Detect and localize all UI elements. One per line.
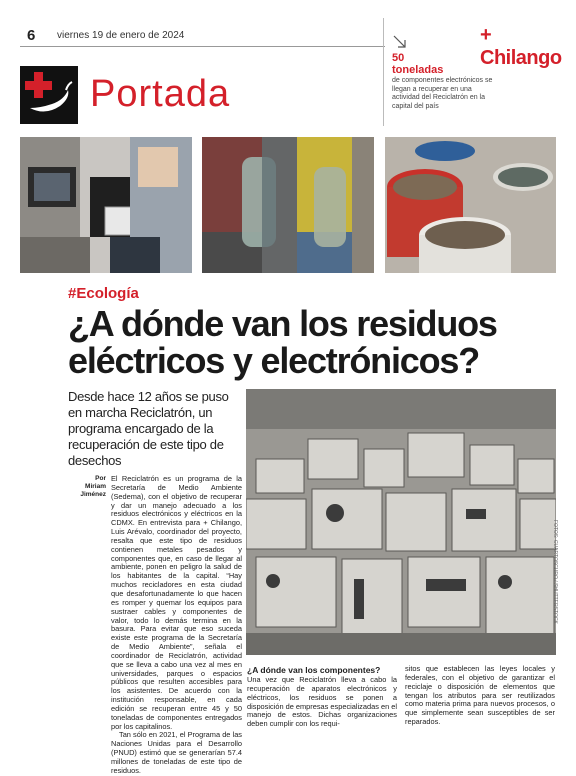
page-number: 6 — [27, 27, 36, 44]
body-column-3 — [405, 665, 555, 727]
stat-description: de componentes electrónicos se llegan a recuperar en una actividad del Reciclatrón en la capital del país — [392, 77, 493, 110]
body-paragraph: Tan sólo en 2021, el Programa de las Naciones Unidas para el Desarrollo (PNUD) estimó que se generarían 57.4 millones de toneladas de este tipo de residuos. — [111, 730, 242, 775]
article-subhead: ¿A dónde van los componentes? — [247, 665, 381, 675]
body-paragraph: El Reciclatrón es un programa de la Secretaría de Medio Ambiente (Sedema), con el objetivo de recuperar y dar un manejo adecuado a los residuos electrónicos y eléctricos en la CDMX. En entrevista para + Chilango, Luis Arévalo, coordinador del proyecto, resalta que este tipo de residuos contienen metales pesados y componentes que, en caso de llegar al ambiente, ponen en peligro la salud de los habitantes de la capital. “Hay muchos recicladores en esta ciudad que desafortunadamente lo que hacen es romper y quemar los equipos para sustraer cables y componentes de valor, todo lo demás termina en la basura. Para evitar que eso suceda existe este programa de la Secretaría de Medio Ambiente”, señala el coordinador de Reciclatrón, actividad que se lleva a cabo una vez al mes en universidades, parques o espacios públicos que resulten accesibles para los asistentes. De acuerdo con la institución responsable, en cada edición se recuperan entre 45 y 50 toneladas de componentes entregados por los capitalinos. — [111, 474, 242, 731]
article-kicker: #Ecología — [68, 285, 139, 302]
stat-value: 50 — [392, 52, 405, 64]
body-paragraph: Una vez que Reciclatrón lleva a cabo la recuperación de aparatos electrónicos y eléctricos, los residuos se ponen a disposición de empresas especializadas en el manejo de estos. Dichas organizaciones deben cumplir con los requi- — [247, 675, 397, 729]
chili-plus-logo — [20, 66, 78, 124]
byline-prefix: Por — [95, 475, 106, 482]
photo-computers — [20, 137, 192, 273]
article-deck: Desde hace 12 años se puso en marcha Reciclatrón, un programa encargado de la recuperación de este tipo de desechos — [68, 389, 229, 468]
byline — [70, 475, 106, 499]
sidebar-divider — [383, 18, 384, 126]
section-title: Portada — [90, 73, 231, 115]
article-headline: ¿A dónde van los residuos eléctricos y electrónicos? — [68, 303, 497, 381]
header-rule — [20, 46, 385, 47]
chili-plus-icon — [20, 66, 78, 124]
brand-logo: + Chilango — [480, 24, 562, 69]
body-column-2 — [247, 676, 397, 729]
stat-unit: toneladas — [392, 64, 444, 76]
photo-computer-pile — [246, 389, 556, 655]
body-paragraph: sitos que establecen las leyes locales y federales, con el objetivo de garantizar el reciclaje o disposición de elementos que tengan los atributos para ser reutilizados como materia prima para nuevos procesos, o que simplemente sean susceptibles de ser reparados. — [405, 664, 555, 727]
byline-name: Miriam Jiménez — [80, 483, 106, 498]
photo-credit: FOTOS: CUARTOSCURO / SHUTTERSTOCK — [552, 520, 558, 624]
body-column-1 — [111, 475, 242, 776]
arrow-down-right-icon — [392, 34, 408, 50]
photo-battery-buckets — [385, 137, 556, 273]
photo-battery-bottles — [202, 137, 374, 273]
issue-date: viernes 19 de enero de 2024 — [57, 30, 185, 41]
